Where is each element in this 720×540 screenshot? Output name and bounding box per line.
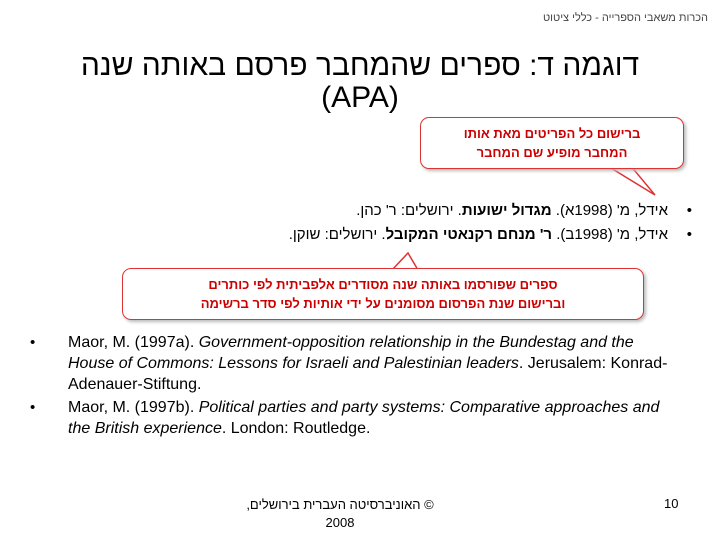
slide-header: הכרות משאבי הספרייה - כללי ציטוט — [542, 12, 708, 24]
bullet-icon: • — [686, 226, 692, 243]
bullet-icon: • — [30, 334, 36, 351]
title-line-2: (APA) — [321, 81, 399, 114]
english-reference-list — [26, 332, 676, 439]
hebrew-reference-2 — [289, 223, 692, 247]
callout-1-line-2: המחבר מופיע שם המחבר — [476, 145, 628, 160]
bullet-icon: • — [686, 202, 692, 219]
reference-title: מגדול ישועות — [461, 202, 552, 219]
reference-publisher: . Jerusalem: Konrad-Adenauer-Stiftung. — [68, 355, 668, 393]
callout-same-year-ordering — [122, 268, 644, 320]
bullet-icon: • — [30, 399, 36, 416]
english-reference-2 — [26, 397, 676, 439]
reference-publisher: . London: Routledge. — [221, 420, 371, 437]
reference-title: Government-opposition relationship in the Bundestag and the House of Commons: Lessons for Israeli and Palestinian leaders — [68, 334, 634, 372]
reference-title: Political parties and party systems: Comparative approaches and the British experience — [68, 399, 660, 437]
page-number: 10 — [664, 496, 679, 511]
hebrew-reference-1 — [289, 199, 692, 223]
reference-publisher: . ירושלים: שוקן. — [288, 226, 386, 243]
footer-year: 2008 — [325, 515, 355, 530]
reference-author: Maor, M. (1997a). — [68, 334, 199, 351]
callout-1-pointer — [606, 165, 655, 195]
reference-author: Maor, M. (1997b). — [68, 399, 199, 416]
reference-publisher: . ירושלים: ר' כהן. — [356, 202, 462, 219]
slide-footer — [240, 496, 440, 532]
english-reference-1 — [26, 332, 676, 395]
hebrew-reference-list — [289, 199, 692, 247]
title-line-1: דוגמה ד: ספרים שהמחבר פרסם באותה שנה — [80, 49, 640, 82]
callout-2-line-1: ספרים שפורסמו באותה שנה מסודרים אלפביתית לפי כותרים — [208, 277, 558, 292]
reference-author: אידל, מ' (1998א). — [551, 202, 668, 219]
footer-copyright: © האוניברסיטה העברית בירושלים, — [246, 497, 434, 512]
reference-author: אידל, מ' (1998ב). — [552, 226, 668, 243]
callout-1-line-1: ברישום כל הפריטים מאת אותו — [463, 126, 641, 141]
callout-2-line-2: וברישום שנת הפרסום מסומנים על ידי אותיות לפי סדר ברשימה — [200, 296, 566, 311]
callout-author-name — [420, 117, 684, 169]
reference-title: ר' מנחם רקנאטי המקובל — [385, 226, 553, 243]
